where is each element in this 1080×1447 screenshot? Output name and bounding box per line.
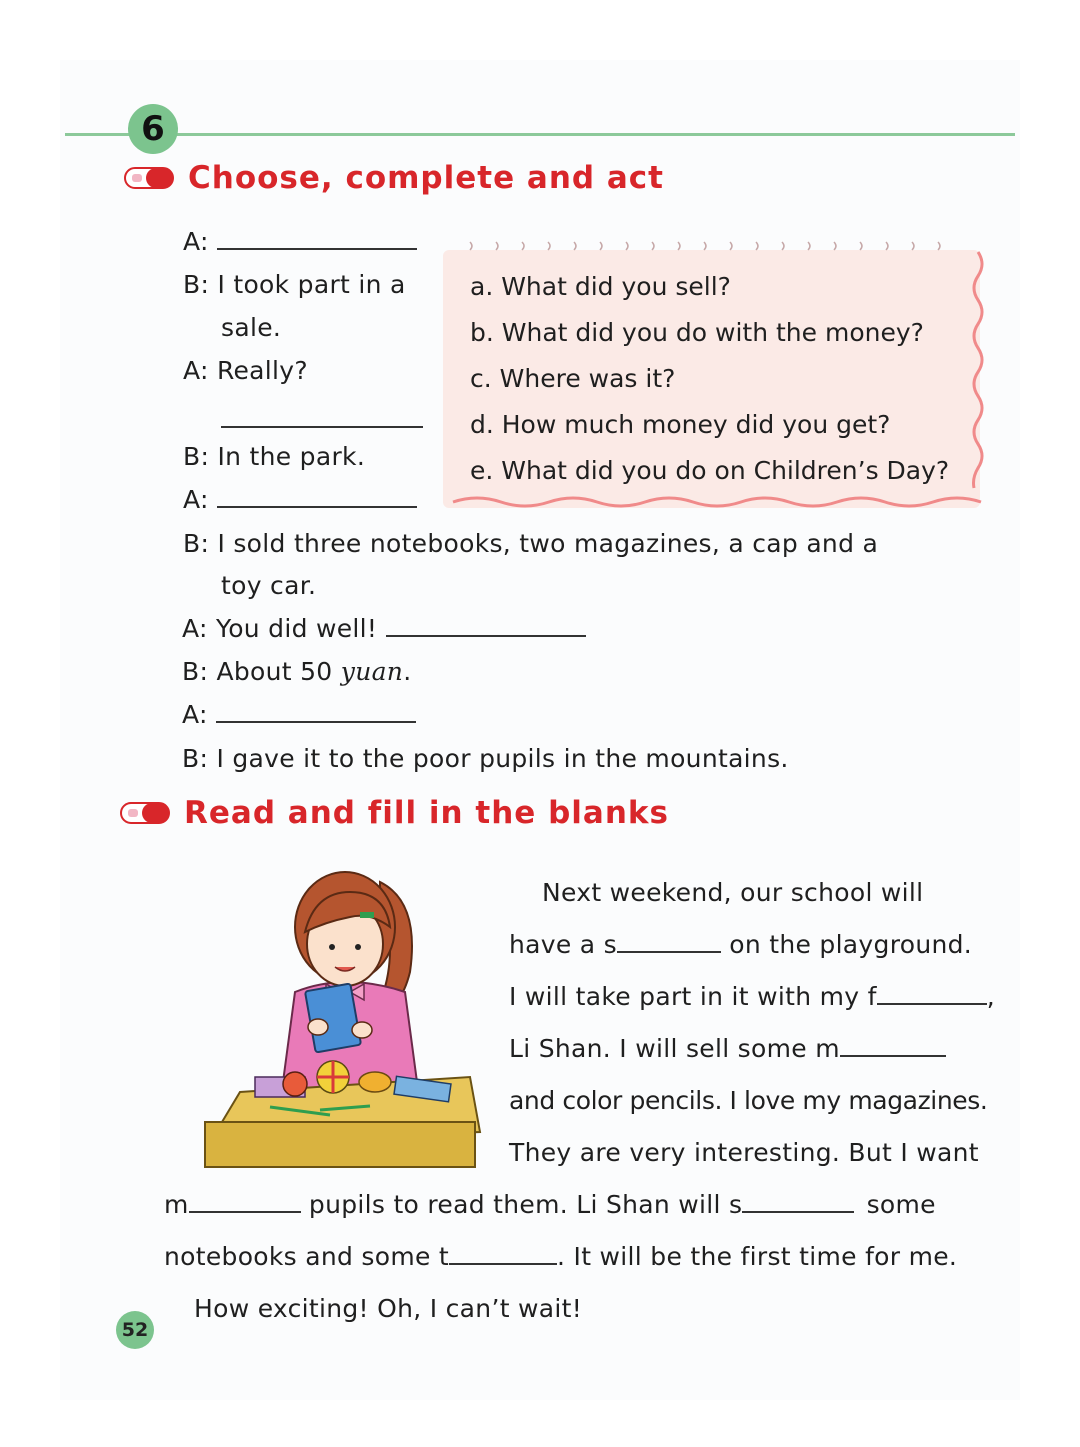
option-e: e. What did you do on Children’s Day? [470,456,950,485]
passage-line [509,1034,946,1064]
passage-text: on the playground. [729,930,973,959]
speaker-label: B: [182,744,209,773]
passage-text: Next weekend, our school will [542,878,924,907]
answer-blank[interactable] [217,248,417,250]
speaker-label: A: [182,614,208,643]
dialogue-line [183,356,308,386]
passage-text: How exciting! Oh, I can’t wait! [194,1294,583,1323]
passage-line [509,1086,987,1116]
unit-divider-line [65,133,1015,136]
passage-text: some [866,1190,936,1219]
fill-blank[interactable] [742,1211,854,1213]
speaker-label: B: [182,657,209,686]
dialogue-text: About 50 [216,657,333,686]
speaker-label: B: [183,529,210,558]
dialogue-text: You did well! [215,614,378,643]
passage-text: Li Shan. I will sell some m [509,1034,840,1063]
passage-text: have a s [509,930,617,959]
fill-blank[interactable] [877,1003,987,1005]
unit-number-badge: 6 [128,104,178,154]
section-pill-icon [124,167,174,189]
dialogue-text: toy car. [221,571,317,600]
dialogue-line [182,700,416,730]
passage-line [194,1294,582,1324]
passage-text: I will take part in it with my f [509,982,877,1011]
dialogue-line [221,313,281,343]
dialogue-text: I took part in a [217,270,406,299]
passage-line [509,1138,979,1168]
option-c: c. Where was it? [470,364,676,393]
girl-selling-illustration [200,852,490,1172]
dialogue-line [183,442,365,472]
passage-text: notebooks and some t [164,1242,450,1271]
speaker-label: B: [183,270,210,299]
fill-blank[interactable] [189,1211,301,1213]
option-d: d. How much money did you get? [470,410,891,439]
dialogue-text: In the park. [217,442,366,471]
passage-text: m [164,1190,189,1219]
option-a: a. What did you sell? [470,272,731,301]
dialogue-line [182,614,586,644]
answer-blank[interactable] [221,426,423,428]
speaker-label: A: [183,227,209,256]
dialogue-line [182,657,411,687]
speaker-label: A: [183,485,209,514]
answer-blank[interactable] [216,721,416,723]
passage-line [542,878,923,908]
dialogue-text: I sold three notebooks, two magazines, a cap and a [217,529,879,558]
passage-text: , [986,982,995,1011]
passage-text: and color pencils. I love my magazines. [509,1086,988,1115]
speaker-label: A: [182,700,208,729]
dialogue-line [183,270,406,300]
fill-blank[interactable] [840,1055,946,1057]
page-number-badge: 52 [116,1311,154,1349]
fill-blank[interactable] [617,951,721,953]
dialogue-text: . [403,657,412,686]
passage-line [164,1190,936,1220]
section-heading-choose: Choose, complete and act [188,160,664,196]
answer-blank[interactable] [386,635,586,637]
dialogue-line [183,529,878,559]
passage-line [509,930,972,960]
section-heading-read: Read and fill in the blanks [184,795,669,831]
passage-text: They are very interesting. But I want [509,1138,979,1167]
dialogue-line [182,744,789,774]
dialogue-line [183,485,417,515]
speaker-label: B: [183,442,210,471]
section-pill-icon [120,802,170,824]
passage-line [509,982,995,1012]
option-b: b. What did you do with the money? [470,318,924,347]
passage-line [164,1242,957,1272]
speaker-label: A: [183,356,209,385]
dialogue-line [221,571,316,601]
currency-word: yuan [340,657,404,686]
passage-text: pupils to read them. Li Shan will s [308,1190,743,1219]
fill-blank[interactable] [449,1263,557,1265]
dialogue-line [183,227,417,257]
dialogue-text: sale. [221,313,282,342]
passage-text: . It will be the first time for me. [557,1242,958,1271]
dialogue-text: I gave it to the poor pupils in the mountains. [216,744,789,773]
answer-blank[interactable] [217,506,417,508]
dialogue-text: Really? [216,356,308,385]
